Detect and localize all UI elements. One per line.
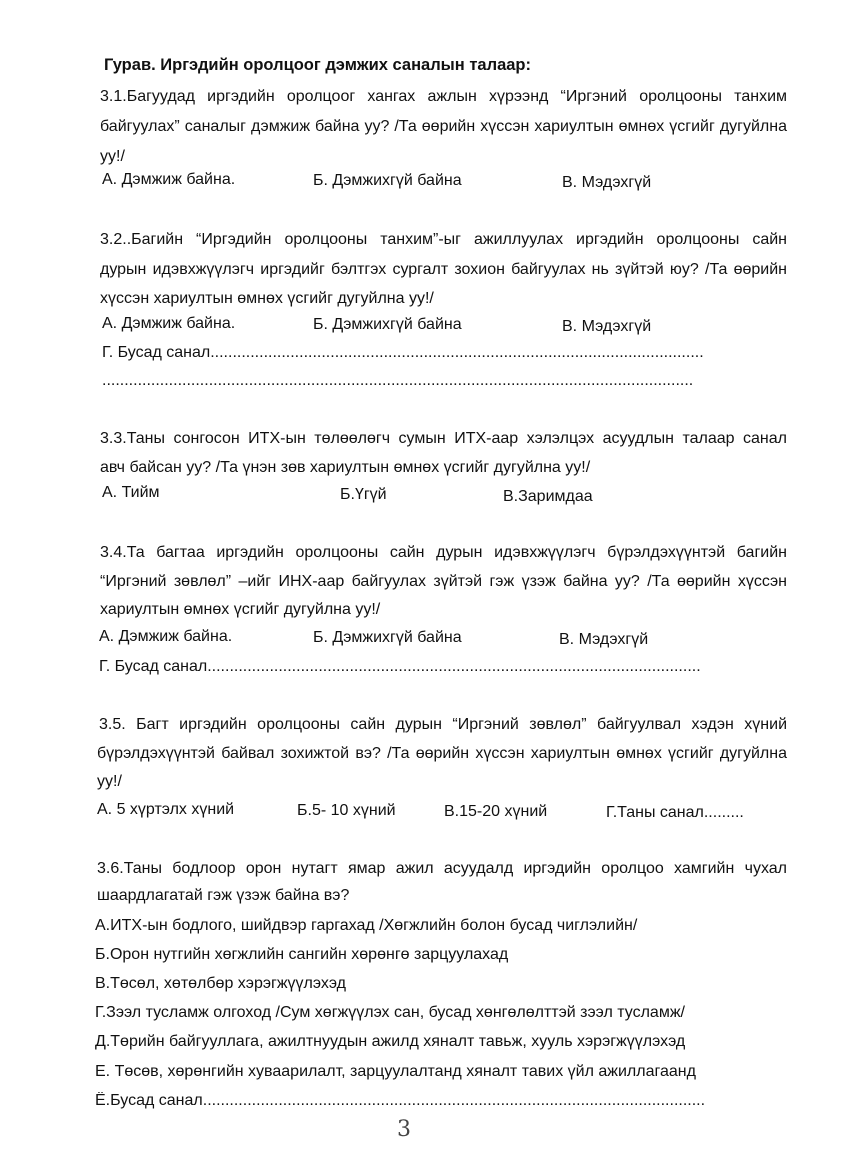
q36-option-v: В.Төсөл, хөтөлбөр хэрэгжүүлэхэд bbox=[95, 975, 347, 992]
q36-option-g: Г.Зээл тусламж олгоход /Сум хөгжүүлэх сан, бусад хөнгөлөлттэй зээл тусламж/ bbox=[95, 1004, 685, 1021]
section-title: Гурав. Иргэдийн оролцоог дэмжих саналын талаар: bbox=[104, 56, 531, 74]
q31-option-v: В. Мэдэхгүй bbox=[562, 174, 652, 191]
q33-option-b: Б.Үгүй bbox=[340, 486, 387, 503]
page-number: 3 bbox=[397, 1117, 411, 1142]
q35-option-v: В.15-20 хүний bbox=[444, 803, 548, 820]
q35-option-b: Б.5- 10 хүний bbox=[297, 802, 396, 819]
q31-option-a: А. Дэмжиж байна. bbox=[102, 171, 236, 188]
q34-line1: 3.4.Та багтаа иргэдийн оролцооны сайн дурын идэвхжүүлэгч бүрэлдэхүүнтэй багийн bbox=[100, 544, 787, 561]
q34-other: Г. Бусад санал............................................................................................................... bbox=[99, 658, 701, 675]
q34-option-a: А. Дэмжиж байна. bbox=[99, 628, 233, 645]
q36-option-d: Д.Төрийн байгууллага, ажилтнуудын ажилд хяналт тавьж, хууль хэрэгжүүлэхэд bbox=[95, 1033, 686, 1050]
q32-option-v: В. Мэдэхгүй bbox=[562, 318, 652, 335]
q31-option-b: Б. Дэмжихгүй байна bbox=[313, 172, 462, 189]
q33-line1: 3.3.Таны сонгосон ИТХ-ын төлөөлөгч сумын ИТХ-аар хэлэлцэх асуудлын талаар санал bbox=[100, 430, 787, 447]
q32-option-a: А. Дэмжиж байна. bbox=[102, 315, 236, 332]
q35-line1: 3.5. Багт иргэдийн оролцооны сайн дурын “Иргэний зөвлөл” байгуулвал хэдэн хүний bbox=[99, 716, 787, 733]
q33-option-v: В.Заримдаа bbox=[503, 488, 593, 505]
q36-option-b: Б.Орон нутгийн хөгжлийн сангийн хөрөнгө зарцуулахад bbox=[95, 946, 509, 963]
q36-option-yo: Ё.Бусад санал................................................................................................................. bbox=[95, 1092, 706, 1109]
q32-line2: дурын идэвхжүүлэгч иргэдийг бэлтгэх сургалт зохион байгуулах нь зүйтэй юу? /Та өөрийн bbox=[100, 261, 787, 278]
q34-line3: хариултын өмнөх үсгийг дугуйлна уу!/ bbox=[100, 601, 381, 618]
q32-dots: ..................................................................................................................................... bbox=[102, 372, 694, 389]
q35-line3: уу!/ bbox=[97, 773, 122, 790]
q35-line2: бүрэлдэхүүнтэй байвал зохижтой вэ? /Та өөрийн хүссэн хариултын өмнөх үсгийг дугуйлна bbox=[97, 745, 787, 762]
q33-line2: авч байсан уу? /Та үнэн зөв хариултын өмнөх үсгийг дугуйлна уу!/ bbox=[100, 459, 591, 476]
q32-other: Г. Бусад санал............................................................................................................... bbox=[102, 344, 704, 361]
q35-option-g: Г.Таны санал......... bbox=[606, 804, 744, 821]
q31-line2: байгуулах” саналыг дэмжиж байна уу? /Та өөрийн хүссэн хариултын өмнөх үсгийг дугуйлна bbox=[100, 118, 787, 135]
q36-option-e: Е. Төсөв, хөрөнгийн хуваарилалт, зарцуулалтанд хяналт тавих үйл ажиллагаанд bbox=[95, 1063, 696, 1080]
q31-line1: 3.1.Багуудад иргэдийн оролцоог хангах ажлын хүрээнд “Иргэний оролцооны танхим bbox=[100, 88, 787, 105]
q31-line3: уу!/ bbox=[100, 148, 125, 165]
q32-line3: хүссэн хариултын өмнөх үсгийг дугуйлна уу!/ bbox=[100, 290, 434, 307]
q33-option-a: А. Тийм bbox=[102, 484, 160, 501]
q34-option-v: В. Мэдэхгүй bbox=[559, 631, 649, 648]
q36-option-a: А.ИТХ-ын бодлого, шийдвэр гаргахад /Хөгжлийн болон бусад чиглэлийн/ bbox=[95, 917, 638, 934]
q36-line1: 3.6.Таны бодлоор орон нутагт ямар ажил асуудалд иргэдийн оролцоо хамгийн чухал bbox=[97, 860, 787, 877]
q35-option-a: А. 5 хүртэлх хүний bbox=[97, 801, 235, 818]
q34-option-b: Б. Дэмжихгүй байна bbox=[313, 629, 462, 646]
q32-option-b: Б. Дэмжихгүй байна bbox=[313, 316, 462, 333]
q34-line2: “Иргэний зөвлөл” –ийг ИНХ-аар байгуулах зүйтэй гэж үзэж байна уу? /Та өөрийн хүссэн bbox=[100, 573, 787, 590]
q32-line1: 3.2..Багийн “Иргэдийн оролцооны танхим”-ыг ажиллуулах иргэдийн оролцооны сайн bbox=[100, 231, 787, 248]
q36-line2: шаардлагатай гэж үзэж байна вэ? bbox=[97, 887, 350, 904]
